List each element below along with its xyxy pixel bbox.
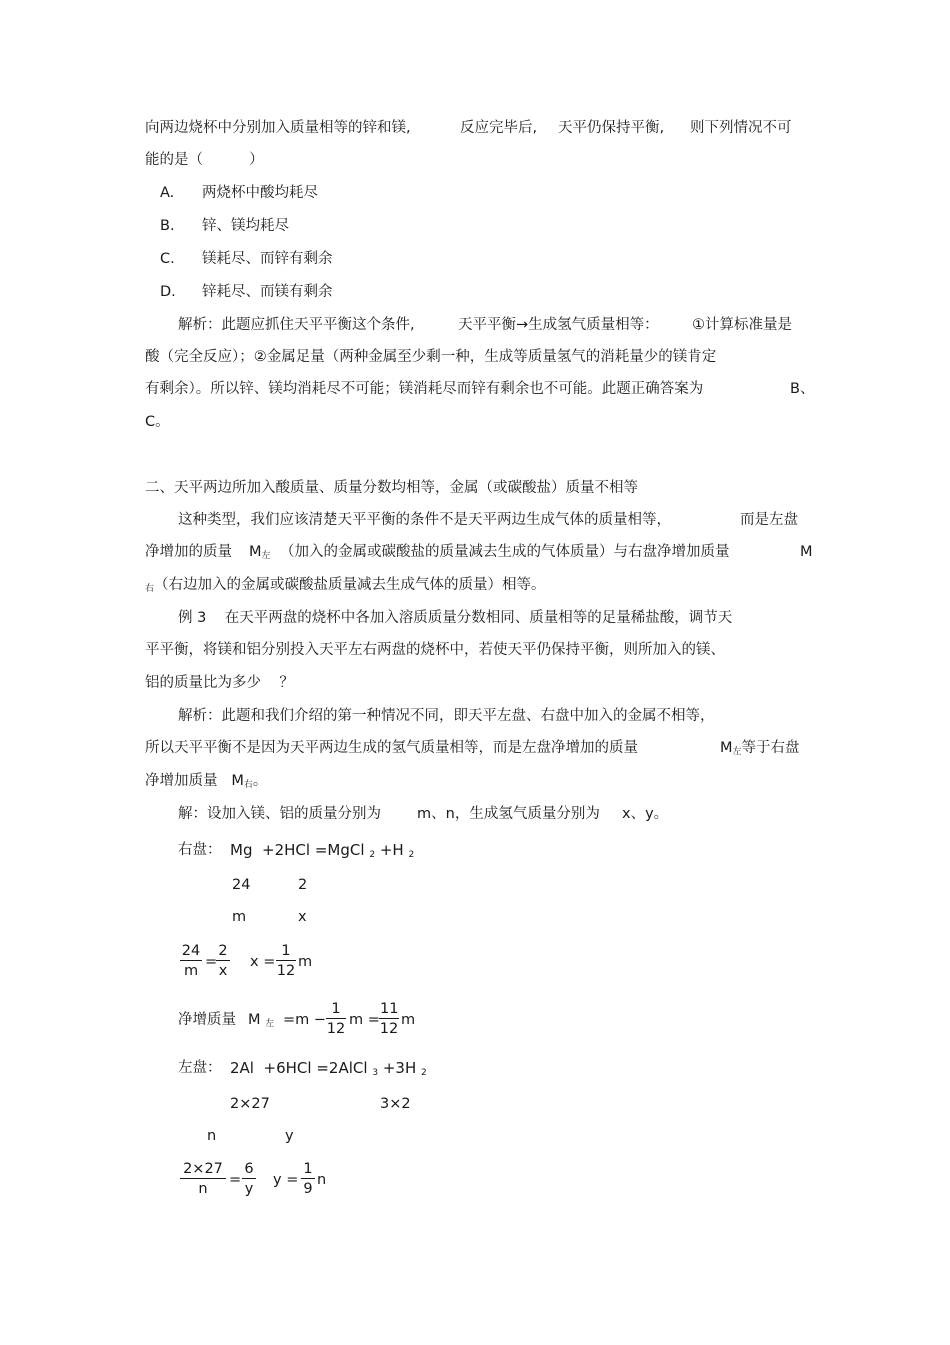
left-var-y: y (285, 1128, 294, 1144)
para1-line1a: 向两边烧杯中分别加入质量相等的锌和镁, (145, 120, 411, 136)
section2-p3: $_右$（右边加入的金属或碳酸盐质量减去生成气体的质量）相等。 (145, 577, 546, 594)
para1-line2: 能的是（ ） (145, 152, 264, 168)
analysis2-line2-symbol: $M_左$等于右盘 (720, 740, 800, 757)
fraction-2-over-x: $\frac{2}{x}$ (216, 943, 230, 979)
right-var-x: x (298, 909, 307, 925)
section2-p2c: M (800, 544, 813, 560)
fraction2-tail: n (317, 1172, 327, 1188)
right-var-m: m (232, 909, 247, 925)
equals-sign-2: = (229, 1172, 242, 1188)
net-fraction-1-over-12: $\frac{1}{12}$ (326, 1001, 346, 1037)
section2-p1a: 这种类型，我们应该清楚天平平衡的条件不是天平两边生成气体的质量相等， (178, 512, 671, 528)
fraction-24-over-m: $\frac{24}{m}$ (181, 943, 201, 979)
right-pan-label: 右盘： (178, 842, 222, 858)
equals-sign: = (205, 954, 218, 970)
section2-p2b: （加入的金属或碳酸盐的质量减去生成的气体质量）与右盘净增加质量 (280, 544, 730, 560)
fraction-1-over-12: $\frac{1}{12}$ (276, 943, 296, 979)
analysis2-line2a: 所以天平平衡不是因为天平两边生成的氢气质量相等，而是左盘净增加的质量 (145, 740, 638, 756)
net-eq-part2: m = (349, 1012, 380, 1028)
solution-line1a: 解：设加入镁、铝的质量分别为 (178, 806, 381, 822)
option-d-letter: D. (160, 284, 176, 300)
example3-line2: 平平衡，将镁和铝分别投入天平左右两盘的烧杯中，若使天平仍保持平衡，则所加入的镁、 (145, 642, 725, 658)
fraction-2x27-over-n: $\frac{2\times 27}{n}$ (180, 1161, 226, 1197)
fraction-1-over-9: $\frac{1}{9}$ (301, 1161, 315, 1197)
para1-line1b: 反应完毕后, (460, 120, 538, 136)
net-eq-tail: m (401, 1012, 416, 1028)
section2-p2-symbol: $M_左$ (249, 544, 271, 561)
analysis2-line1: 解析：此题和我们介绍的第一种情况不同，即天平左盘、右盘中加入的金属不相等， (178, 708, 715, 724)
option-b-text: 锌、镁均耗尽 (202, 218, 289, 234)
option-a-letter: A. (160, 185, 175, 201)
net-increase-label: 净增质量 (178, 1012, 236, 1028)
left-pan-equation: 2Al +6HCl =2AlCl $_3$ +3H $_2$ (230, 1059, 427, 1078)
net-eq-part1: =m − (283, 1012, 327, 1028)
para1-line1d: 则下列情况不可 (690, 120, 792, 136)
analysis1-line1c: ①计算标准量是 (692, 317, 792, 333)
left-coef-al: 2×27 (230, 1096, 270, 1112)
analysis1-line1a: 解析：此题应抓住天平平衡这个条件, (178, 317, 415, 333)
right-coef-h2: 2 (298, 877, 308, 893)
net-fraction-11-over-12: $\frac{11}{12}$ (379, 1001, 399, 1037)
example3-line3: 铝的质量比为多少 ？ (145, 675, 294, 691)
left-pan-label: 左盘： (178, 1060, 222, 1076)
fraction1-tail: m (298, 954, 313, 970)
left-var-n: n (207, 1128, 217, 1144)
y-equals: y = (273, 1172, 299, 1188)
x-equals: x = (250, 954, 276, 970)
right-coef-mg: 24 (232, 877, 251, 893)
fraction-6-over-y: $\frac{6}{y}$ (242, 1161, 256, 1197)
analysis1-line2: 酸（完全反应）；②金属足量（两种金属至少剩一种，生成等质量氢气的消耗量少的镁肯定 (145, 349, 717, 365)
solution-line1b: m、n，生成氢气质量分别为 (417, 806, 600, 822)
option-d-text: 锌耗尽、而镁有剩余 (202, 284, 333, 300)
analysis1-line1b: 天平平衡→生成氢气质量相等： (458, 317, 659, 333)
section2-p1b: 而是左盘 (740, 512, 798, 528)
analysis1-line3a: 有剩余）。所以锌、镁均消耗尽不可能；镁消耗尽而锌有剩余也不可能。此题正确答案为 (145, 381, 704, 397)
section2-p2a: 净增加的质量 (145, 544, 232, 560)
option-c-letter: C. (160, 251, 175, 267)
option-c-text: 镁耗尽、而锌有剩余 (202, 251, 333, 267)
left-coef-h2: 3×2 (380, 1096, 411, 1112)
solution-line1c: x、y。 (622, 806, 669, 822)
net-increase-symbol: M $_左$ (248, 1012, 275, 1029)
analysis2-line3: 净增加质量 $M_右$。 (145, 773, 268, 790)
para1-line1c: 天平仍保持平衡, (558, 120, 665, 136)
option-b-letter: B. (160, 218, 175, 234)
option-a-text: 两烧杯中酸均耗尽 (202, 185, 318, 201)
analysis1-line4: C。 (145, 414, 170, 430)
analysis1-line3b: B、 (790, 381, 815, 397)
right-pan-equation: Mg +2HCl =MgCl $_2$ +H $_2$ (230, 841, 415, 860)
section2-heading: 二、天平两边所加入酸质量、质量分数均相等，金属（或碳酸盐）质量不相等 (145, 480, 638, 496)
example3-line1: 例 3 在天平两盘的烧杯中各加入溶质质量分数相同、质量相等的足量稀盐酸，调节天 (178, 610, 733, 626)
